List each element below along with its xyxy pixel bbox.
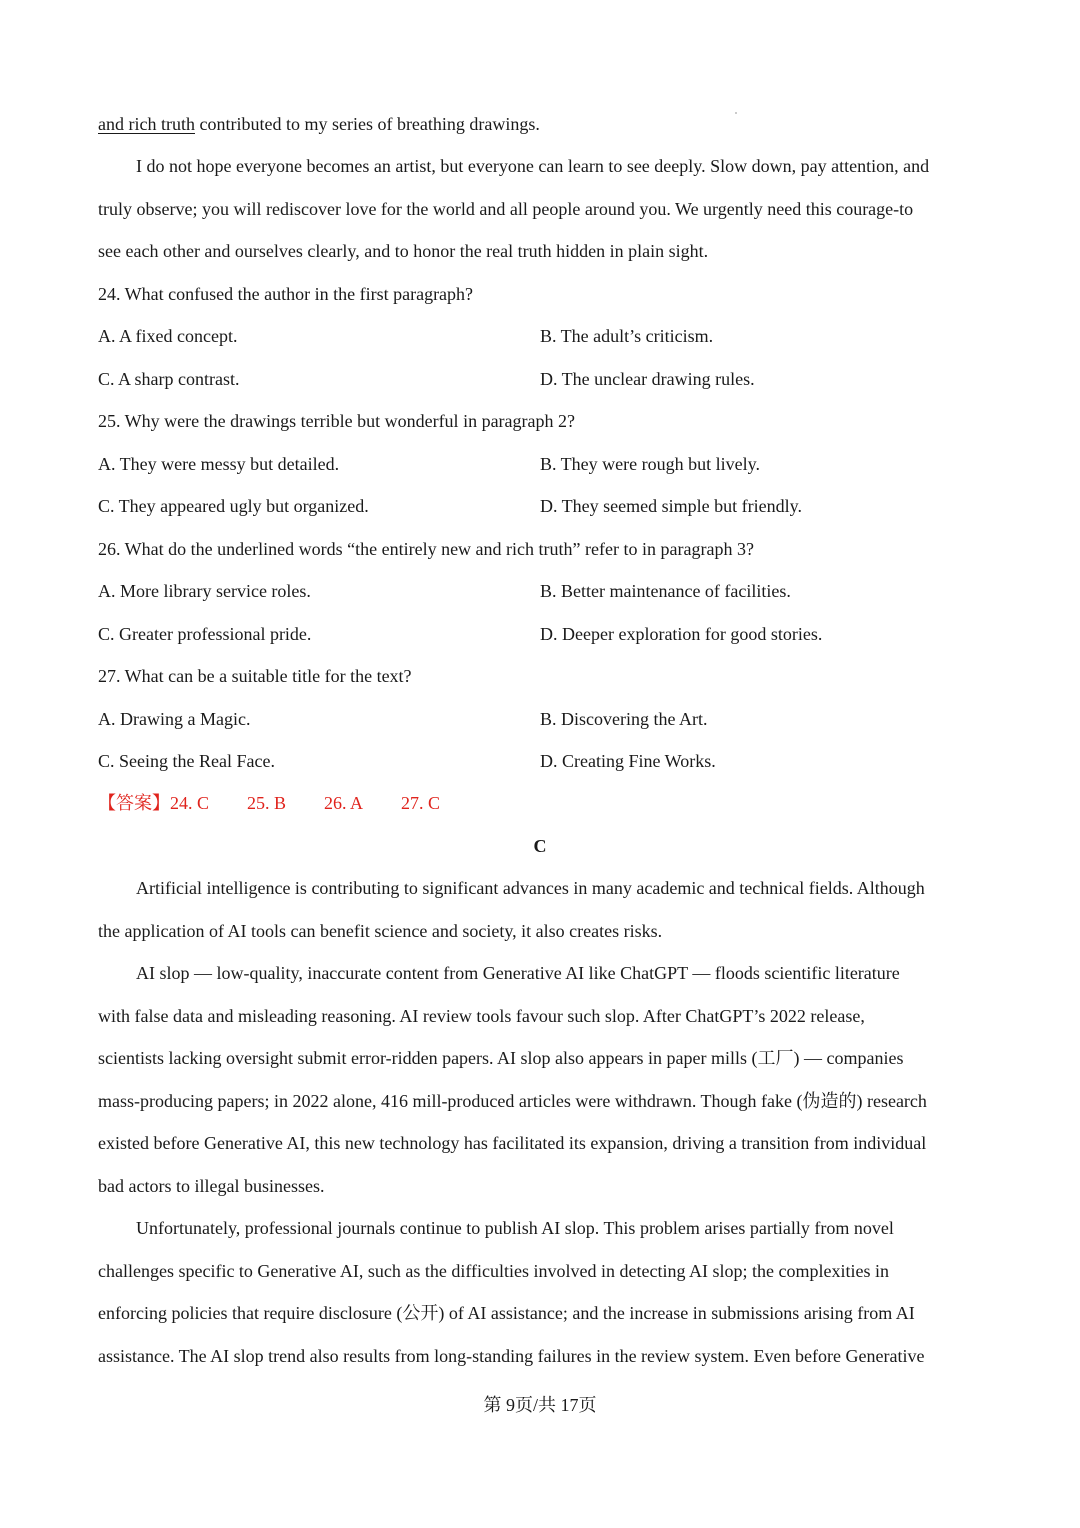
option-a: A. They were messy but detailed. bbox=[98, 454, 340, 474]
passage-text: contributed to my series of breathing drawings. bbox=[194, 114, 540, 134]
option-c: C. A sharp contrast. bbox=[98, 369, 240, 389]
question-stem: 24. What confused the author in the first paragraph? bbox=[98, 284, 474, 304]
option-b: B. They were rough but lively. bbox=[540, 454, 760, 474]
passage-line: Unfortunately, professional journals continue to publish AI slop. This problem arises partially from novel bbox=[136, 1218, 894, 1238]
option-a: A. A fixed concept. bbox=[98, 326, 238, 346]
passage-line: assistance. The AI slop trend also results from long-standing failures in the review system. Even before Generative bbox=[98, 1346, 925, 1366]
passage-line: Artificial intelligence is contributing to significant advances in many academic and technical fields. Although bbox=[136, 878, 925, 898]
passage-line: mass-producing papers; in 2022 alone, 416 mill-produced articles were withdrawn. Though fake (伪造的) research bbox=[98, 1091, 927, 1111]
passage-line: truly observe; you will rediscover love for the world and all people around you. We urgently need this courage-to bbox=[98, 199, 914, 219]
option-b: B. Discovering the Art. bbox=[540, 709, 708, 729]
passage-line: with false data and misleading reasoning. AI review tools favour such slop. After ChatGPT’s 2022 release, bbox=[98, 1006, 865, 1026]
passage-line: bad actors to illegal businesses. bbox=[98, 1176, 325, 1196]
section-heading: C bbox=[533, 836, 547, 856]
answer-24: 24. C bbox=[170, 793, 210, 813]
passage-line: see each other and ourselves clearly, and to honor the real truth hidden in plain sight. bbox=[98, 241, 709, 261]
option-a: A. Drawing a Magic. bbox=[98, 709, 251, 729]
passage-line: existed before Generative AI, this new technology has facilitated its expansion, driving a transition from individual bbox=[98, 1133, 927, 1153]
option-d: D. Deeper exploration for good stories. bbox=[540, 624, 823, 644]
passage-line: challenges specific to Generative AI, such as the difficulties involved in detecting AI slop; the complexities in bbox=[98, 1261, 889, 1281]
option-c: C. They appeared ugly but organized. bbox=[98, 496, 369, 516]
page-number: 第 9页/共 17页 bbox=[483, 1395, 597, 1415]
question-stem: 25. Why were the drawings terrible but wonderful in paragraph 2? bbox=[98, 411, 576, 431]
option-d: D. The unclear drawing rules. bbox=[540, 369, 755, 389]
option-d: D. They seemed simple but friendly. bbox=[540, 496, 802, 516]
passage-line: the application of AI tools can benefit science and society, it also creates risks. bbox=[98, 921, 663, 941]
option-d: D. Creating Fine Works. bbox=[540, 751, 716, 771]
option-b: B. The adult’s criticism. bbox=[540, 326, 714, 346]
option-c: C. Greater professional pride. bbox=[98, 624, 312, 644]
underlined-phrase: and rich truth bbox=[98, 114, 195, 134]
passage-line: I do not hope everyone becomes an artist, but everyone can learn to see deeply. Slow down, pay attention, and bbox=[136, 156, 930, 176]
passage-line: enforcing policies that require disclosure (公开) of AI assistance; and the increase in submissions arising from AI bbox=[98, 1303, 915, 1323]
option-a: A. More library service roles. bbox=[98, 581, 311, 601]
option-c: C. Seeing the Real Face. bbox=[98, 751, 275, 771]
answer-25: 25. B bbox=[247, 793, 287, 813]
question-stem: 26. What do the underlined words “the entirely new and rich truth” refer to in paragraph 3? bbox=[98, 539, 754, 559]
question-stem: 27. What can be a suitable title for the text? bbox=[98, 666, 412, 686]
answer-26: 26. A bbox=[324, 793, 364, 813]
answer-label: 【答案】 bbox=[98, 793, 170, 813]
option-b: B. Better maintenance of facilities. bbox=[540, 581, 791, 601]
passage-line bbox=[98, 109, 998, 139]
answer-27: 27. C bbox=[401, 793, 441, 813]
passage-line: scientists lacking oversight submit error-ridden papers. AI slop also appears in paper mills (工厂) — companies bbox=[98, 1048, 904, 1068]
answer-key bbox=[98, 788, 998, 818]
passage-line: AI slop — low-quality, inaccurate content from Generative AI like ChatGPT — floods scientific literature bbox=[136, 963, 900, 983]
